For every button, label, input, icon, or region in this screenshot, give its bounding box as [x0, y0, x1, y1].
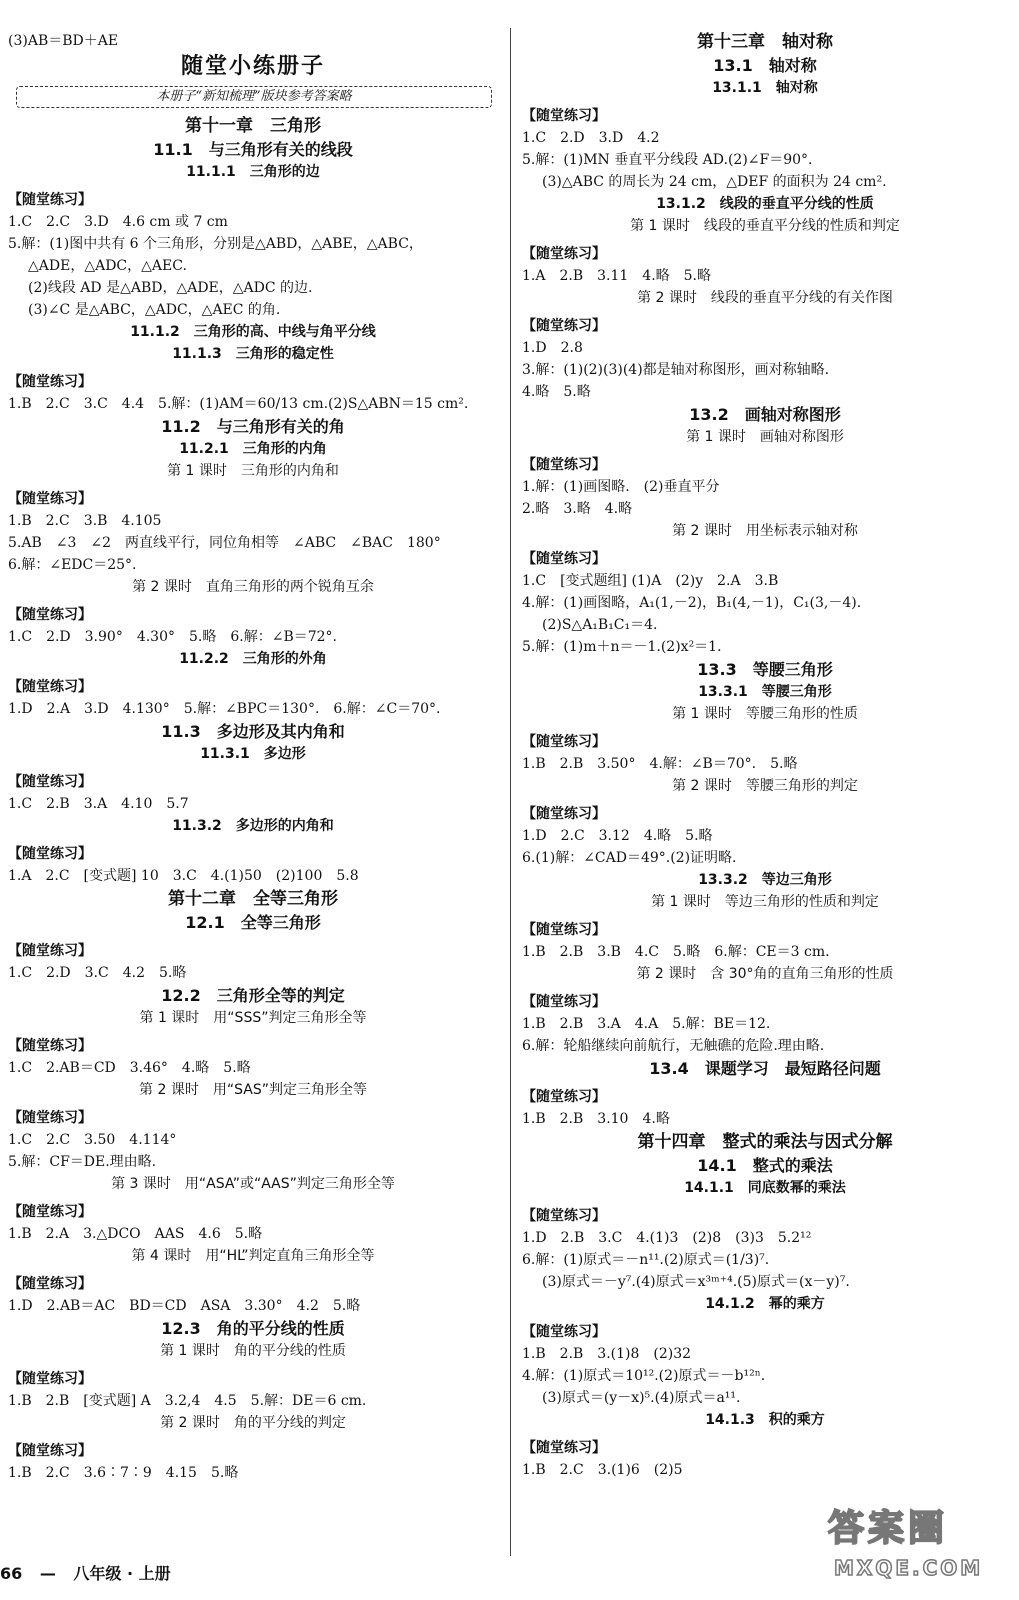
section-heading: 13.2 画轴对称图形	[689, 405, 841, 424]
answer-line: 1.D 2.C 3.12 4.略 5.略	[522, 828, 713, 844]
answer-line: 6.解：轮船继续向前航行，无触礁的危险.理由略.	[522, 1038, 825, 1054]
subsection-heading: 13.1.1 轴对称	[712, 80, 818, 96]
answer-line: (2)S△A₁B₁C₁＝4.	[542, 617, 658, 633]
answer-line: (2)线段 AD 是△ABD，△ADE，△ADC 的边.	[28, 280, 313, 296]
lesson-heading: 第 2 课时 含 30°角的直角三角形的性质	[636, 966, 894, 982]
lesson-heading: 第 1 课时 三角形的内角和	[167, 463, 339, 479]
practice-tag: 【随堂练习】	[522, 1208, 606, 1224]
subsection-heading: 13.3.2 等边三角形	[698, 872, 832, 888]
answer-line: (3)原式＝－y⁷.(4)原式＝x³ᵐ⁺⁴.(5)原式＝(x－y)⁷.	[542, 1274, 850, 1290]
answer-line: 5.解：(1)m＋n＝－1.(2)x²＝1.	[522, 639, 722, 655]
section-heading: 12.2 三角形全等的判定	[161, 986, 345, 1005]
lesson-heading: 第 1 课时 等边三角形的性质和判定	[651, 894, 879, 910]
practice-tag: 【随堂练习】	[522, 806, 606, 822]
practice-tag: 【随堂练习】	[522, 994, 606, 1010]
answer-line: 5.AB ∠3 ∠2 两直线平行，同位角相等 ∠ABC ∠BAC 180°	[8, 535, 441, 551]
answer-line: 1.B 2.A 3.△DCO AAS 4.6 5.略	[8, 1226, 263, 1242]
answer-line: 1.C 2.AB＝CD 3.46° 4.略 5.略	[8, 1060, 251, 1076]
grade-label: 八年级 · 上册	[73, 1564, 171, 1583]
answer-line: 4.解：(1)画图略，A₁(1,－2)，B₁(4,－1)，C₁(3,－4).	[522, 595, 862, 611]
answer-line: 4.略 5.略	[522, 384, 591, 400]
subsection-heading: 11.1.2 三角形的高、中线与角平分线	[130, 324, 376, 340]
section-heading: 12.1 全等三角形	[185, 913, 321, 932]
practice-tag: 【随堂练习】	[522, 922, 606, 938]
lesson-heading: 第 2 课时 线段的垂直平分线的有关作图	[637, 290, 893, 306]
practice-tag: 【随堂练习】	[522, 1089, 606, 1105]
answer-line: 1.B 2.B 3.50° 4.解：∠B＝70°. 5.略	[522, 756, 798, 772]
right-column	[522, 30, 1008, 1481]
subsection-heading: 11.3.2 多边形的内角和	[172, 818, 334, 834]
practice-tag: 【随堂练习】	[8, 1110, 92, 1126]
lesson-heading: 第 1 课时 线段的垂直平分线的性质和判定	[630, 218, 900, 234]
subsection-heading: 14.1.3 积的乘方	[705, 1412, 825, 1428]
watermark-logo	[828, 1500, 998, 1590]
practice-tag: 【随堂练习】	[8, 1276, 92, 1292]
answer-line: 6.解：∠EDC＝25°.	[8, 557, 137, 573]
footer-dash: —	[39, 1564, 56, 1583]
section-heading: 13.4 课题学习 最短路径问题	[649, 1059, 881, 1078]
answer-line: 1.B 2.B 3.B 4.C 5.略 6.解：CE＝3 cm.	[522, 944, 830, 960]
left-column	[8, 30, 498, 1484]
practice-tag: 【随堂练习】	[8, 1371, 92, 1387]
booklet-note: 本册子“新知梳理”版块参考答案略	[16, 86, 492, 108]
answer-line: 6.(1)解：∠CAD＝49°.(2)证明略.	[522, 850, 737, 866]
lesson-heading: 第 2 课时 等腰三角形的判定	[672, 778, 858, 794]
lesson-heading: 第 4 课时 用“HL”判定直角三角形全等	[131, 1248, 375, 1264]
answer-line: 1.B 2.B 3.10 4.略	[522, 1111, 670, 1127]
practice-tag: 【随堂练习】	[8, 846, 92, 862]
lesson-heading: 第 3 课时 用“ASA”或“AAS”判定三角形全等	[111, 1176, 395, 1192]
answer-line: 1.C 2.C 3.D 4.6 cm 或 7 cm	[8, 214, 228, 230]
practice-tag: 【随堂练习】	[522, 318, 606, 334]
answer-line: 4.解：(1)原式＝10¹².(2)原式＝－b¹²ⁿ.	[522, 1368, 766, 1384]
subsection-heading: 14.1.2 幂的乘方	[705, 1296, 825, 1312]
practice-tag: 【随堂练习】	[8, 1443, 92, 1459]
subsection-heading: 11.1.1 三角形的边	[186, 164, 320, 180]
chapter-heading: 第十三章 轴对称	[697, 32, 833, 52]
answer-line: 1.C 2.D 3.C 4.2 5.略	[8, 965, 187, 981]
answer-line: 1.C [变式题组] (1)A (2)y 2.A 3.B	[522, 573, 779, 589]
answer-line: 5.解：CF＝DE.理由略.	[8, 1154, 157, 1170]
page-footer	[0, 1562, 183, 1586]
answer-line: 1.B 2.C 3.6∶7∶9 4.15 5.略	[8, 1465, 239, 1481]
subsection-heading: 11.3.1 多边形	[200, 746, 306, 762]
answer-line: 2.略 3.略 4.略	[522, 501, 633, 517]
practice-tag: 【随堂练习】	[522, 457, 606, 473]
answer-line: 1.C 2.B 3.A 4.10 5.7	[8, 796, 189, 812]
answer-line: (3)原式＝(y－x)⁵.(4)原式＝a¹¹.	[542, 1390, 741, 1406]
subsection-heading: 13.1.2 线段的垂直平分线的性质	[656, 196, 874, 212]
lesson-heading: 第 2 课时 用坐标表示轴对称	[672, 523, 858, 539]
chapter-heading: 第十一章 三角形	[185, 116, 321, 136]
answer-line: (3)∠C 是△ABC，△ADC，△AEC 的角.	[28, 302, 281, 318]
practice-tag: 【随堂练习】	[8, 491, 92, 507]
practice-tag: 【随堂练习】	[8, 679, 92, 695]
lesson-heading: 第 1 课时 画轴对称图形	[686, 429, 844, 445]
section-heading: 12.3 角的平分线的性质	[161, 1319, 345, 1338]
watermark-url: MXQE.COM	[834, 1556, 984, 1580]
practice-tag: 【随堂练习】	[522, 1324, 606, 1340]
answer-line: 1.C 2.D 3.90° 4.30° 5.略 6.解：∠B＝72°.	[8, 629, 337, 645]
column-divider	[510, 28, 511, 1556]
lesson-heading: 第 2 课时 用“SAS”判定三角形全等	[139, 1082, 367, 1098]
section-heading: 11.2 与三角形有关的角	[161, 417, 345, 436]
answer-line: 1.A 2.C [变式题] 10 3.C 4.(1)50 (2)100 5.8	[8, 868, 359, 884]
lesson-heading: 第 2 课时 角的平分线的判定	[160, 1415, 346, 1431]
subsection-heading: 11.2.2 三角形的外角	[179, 651, 327, 667]
practice-tag: 【随堂练习】	[522, 551, 606, 567]
practice-tag: 【随堂练习】	[522, 734, 606, 750]
practice-tag: 【随堂练习】	[8, 1038, 92, 1054]
chapter-heading: 第十二章 全等三角形	[168, 889, 338, 909]
answer-line: 1.D 2.AB＝AC BD＝CD ASA 3.30° 4.2 5.略	[8, 1298, 361, 1314]
lesson-heading: 第 1 课时 角的平分线的性质	[160, 1343, 346, 1359]
subsection-heading: 14.1.1 同底数幂的乘法	[684, 1180, 846, 1196]
answer-line: 1.B 2.C 3.B 4.105	[8, 513, 162, 529]
answer-line: 1.D 2.A 3.D 4.130° 5.解：∠BPC＝130°. 6.解：∠C＝70°.	[8, 701, 441, 717]
practice-tag: 【随堂练习】	[8, 1204, 92, 1220]
answer-line: (3)AB＝BD＋AE	[8, 33, 119, 49]
section-heading: 13.1 轴对称	[713, 56, 817, 75]
subsection-heading: 11.1.3 三角形的稳定性	[172, 346, 334, 362]
answer-line: △ADE，△ADC，△AEC.	[28, 258, 187, 274]
lesson-heading: 第 1 课时 用“SSS”判定三角形全等	[139, 1010, 367, 1026]
practice-tag: 【随堂练习】	[522, 246, 606, 262]
section-heading: 14.1 整式的乘法	[697, 1156, 833, 1175]
lesson-heading: 第 2 课时 直角三角形的两个锐角互余	[132, 579, 374, 595]
practice-tag: 【随堂练习】	[522, 108, 606, 124]
booklet-title: 随堂小练册子	[180, 54, 325, 79]
practice-tag: 【随堂练习】	[522, 1440, 606, 1456]
section-heading: 13.3 等腰三角形	[697, 660, 833, 679]
subsection-heading: 13.3.1 等腰三角形	[698, 684, 832, 700]
answer-line: 1.B 2.B 3.A 4.A 5.解：BE＝12.	[522, 1016, 771, 1032]
answer-line: 6.解：(1)原式＝－n¹¹.(2)原式＝(1/3)⁷.	[522, 1252, 770, 1268]
section-heading: 11.1 与三角形有关的线段	[153, 140, 353, 159]
answer-line: 1.B 2.B 3.(1)8 (2)32	[522, 1346, 692, 1362]
answer-line: 5.解：(1)MN 垂直平分线段 AD.(2)∠F＝90°.	[522, 152, 813, 168]
answer-line: 1.B 2.C 3.(1)6 (2)5	[522, 1462, 683, 1478]
answer-line: 5.解：(1)图中共有 6 个三角形，分别是△ABD，△ABE，△ABC，	[8, 236, 423, 252]
chapter-heading: 第十四章 整式的乘法与因式分解	[637, 1132, 893, 1152]
answer-line: 3.解：(1)(2)(3)(4)都是轴对称图形，画对称轴略.	[522, 362, 830, 378]
subsection-heading: 11.2.1 三角形的内角	[179, 441, 327, 457]
watermark-text: 答案圈	[828, 1508, 949, 1549]
answer-line: 1.B 2.C 3.C 4.4 5.解：(1)AM＝60/13 cm.(2)S△ABN＝15 cm².	[8, 396, 469, 412]
practice-tag: 【随堂练习】	[8, 774, 92, 790]
practice-tag: 【随堂练习】	[8, 607, 92, 623]
answer-line: 1.解：(1)画图略. (2)垂直平分	[522, 479, 720, 495]
answer-line: 1.C 2.D 3.D 4.2	[522, 130, 660, 146]
practice-tag: 【随堂练习】	[8, 943, 92, 959]
practice-tag: 【随堂练习】	[8, 192, 92, 208]
answer-line: 1.B 2.B [变式题] A 3.2,4 4.5 5.解：DE＝6 cm.	[8, 1393, 367, 1409]
practice-tag: 【随堂练习】	[8, 374, 92, 390]
lesson-heading: 第 1 课时 等腰三角形的性质	[672, 706, 858, 722]
answer-line: 1.C 2.C 3.50 4.114°	[8, 1132, 177, 1148]
answer-line: 1.D 2.8	[522, 340, 583, 356]
answer-line: (3)△ABC 的周长为 24 cm，△DEF 的面积为 24 cm².	[542, 174, 887, 190]
answer-line: 1.D 2.B 3.C 4.(1)3 (2)8 (3)3 5.2¹²	[522, 1230, 812, 1246]
section-heading: 11.3 多边形及其内角和	[161, 722, 345, 741]
answer-line: 1.A 2.B 3.11 4.略 5.略	[522, 268, 711, 284]
page-number: 66	[0, 1564, 23, 1583]
